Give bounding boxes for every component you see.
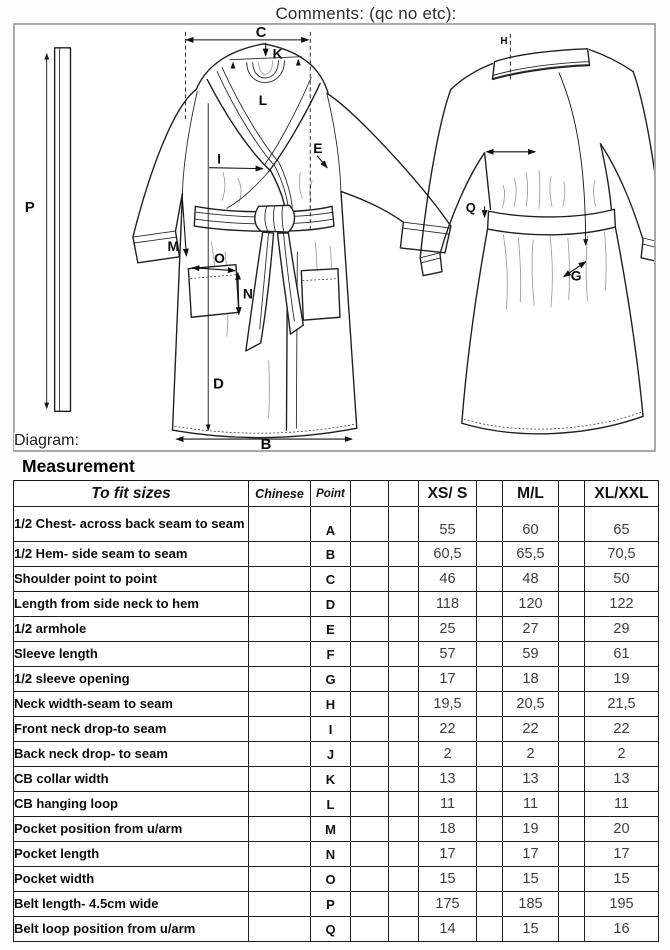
cell-blank bbox=[559, 692, 585, 717]
cell-label: Back neck drop- to seam bbox=[14, 742, 249, 767]
cell-label: 1/2 Hem- side seam to seam bbox=[14, 542, 249, 567]
cell-blank bbox=[351, 792, 389, 817]
cell-point: L bbox=[311, 792, 351, 817]
cell-m-l: 48 bbox=[503, 567, 559, 592]
cell-label: CB hanging loop bbox=[14, 792, 249, 817]
cell-blank bbox=[559, 542, 585, 567]
cell-blank bbox=[351, 567, 389, 592]
cell-blank bbox=[389, 592, 419, 617]
header-xl-xxl: XL/XXL bbox=[585, 481, 659, 507]
cell-chinese bbox=[249, 867, 311, 892]
cell-blank bbox=[389, 742, 419, 767]
table-row bbox=[14, 592, 659, 617]
table-row bbox=[14, 567, 659, 592]
cell-xs-s: 55 bbox=[419, 507, 477, 542]
cell-xl-xxl: 29 bbox=[585, 617, 659, 642]
cell-blank bbox=[477, 567, 503, 592]
cell-blank bbox=[477, 667, 503, 692]
cell-blank bbox=[559, 792, 585, 817]
table-row bbox=[14, 767, 659, 792]
cell-m-l: 19 bbox=[503, 817, 559, 842]
cell-blank bbox=[351, 742, 389, 767]
cell-point: J bbox=[311, 742, 351, 767]
cell-blank bbox=[477, 767, 503, 792]
header-blank bbox=[559, 481, 585, 507]
cell-point: G bbox=[311, 667, 351, 692]
measurement-heading: Measurement bbox=[22, 456, 135, 476]
cell-blank bbox=[477, 917, 503, 942]
cell-blank bbox=[477, 717, 503, 742]
cell-blank bbox=[351, 817, 389, 842]
cell-blank bbox=[389, 692, 419, 717]
cell-blank bbox=[559, 767, 585, 792]
cell-xs-s: 2 bbox=[419, 742, 477, 767]
cell-m-l: 20,5 bbox=[503, 692, 559, 717]
cell-m-l: 15 bbox=[503, 917, 559, 942]
cell-blank bbox=[477, 642, 503, 667]
cell-xl-xxl: 61 bbox=[585, 642, 659, 667]
cell-blank bbox=[559, 717, 585, 742]
cell-point: P bbox=[311, 892, 351, 917]
header-to-fit-sizes: To fit sizes bbox=[14, 481, 249, 507]
cell-blank bbox=[477, 507, 503, 542]
table-row bbox=[14, 742, 659, 767]
cell-chinese bbox=[249, 842, 311, 867]
table-row bbox=[14, 667, 659, 692]
point-label-c: C bbox=[255, 25, 267, 41]
cell-label: Belt loop position from u/arm bbox=[14, 917, 249, 942]
cell-blank bbox=[559, 892, 585, 917]
cell-chinese bbox=[249, 742, 311, 767]
cell-label: CB collar width bbox=[14, 767, 249, 792]
cell-blank bbox=[389, 642, 419, 667]
comments-header: Comments: (qc no etc): bbox=[275, 4, 457, 23]
cell-blank bbox=[351, 892, 389, 917]
point-label-m: M bbox=[167, 237, 180, 254]
cell-m-l: 17 bbox=[503, 842, 559, 867]
table-row bbox=[14, 507, 659, 542]
cell-point: H bbox=[311, 692, 351, 717]
cell-label: Sleeve length bbox=[14, 642, 249, 667]
cell-chinese bbox=[249, 892, 311, 917]
cell-chinese bbox=[249, 917, 311, 942]
point-label-g: G bbox=[570, 267, 582, 284]
cell-xs-s: 46 bbox=[419, 567, 477, 592]
header-blank bbox=[389, 481, 419, 507]
diagram-box bbox=[13, 23, 656, 452]
cell-xs-s: 19,5 bbox=[419, 692, 477, 717]
cell-xl-xxl: 195 bbox=[585, 892, 659, 917]
cell-xs-s: 18 bbox=[419, 817, 477, 842]
cell-blank bbox=[477, 617, 503, 642]
header-xs-s: XS/ S bbox=[419, 481, 477, 507]
cell-label: 1/2 armhole bbox=[14, 617, 249, 642]
cell-m-l: 59 bbox=[503, 642, 559, 667]
cell-blank bbox=[559, 817, 585, 842]
table-row bbox=[14, 617, 659, 642]
point-label-l: L bbox=[258, 92, 268, 109]
cell-xl-xxl: 19 bbox=[585, 667, 659, 692]
cell-blank bbox=[477, 817, 503, 842]
cell-blank bbox=[389, 842, 419, 867]
header-blank bbox=[351, 481, 389, 507]
belt-flat-bar bbox=[47, 48, 71, 412]
cell-m-l: 27 bbox=[503, 617, 559, 642]
cell-label: Shoulder point to point bbox=[14, 567, 249, 592]
cell-xs-s: 15 bbox=[419, 867, 477, 892]
cell-xs-s: 25 bbox=[419, 617, 477, 642]
table-row bbox=[14, 692, 659, 717]
cell-xl-xxl: 22 bbox=[585, 717, 659, 742]
cell-chinese bbox=[249, 767, 311, 792]
cell-xl-xxl: 13 bbox=[585, 767, 659, 792]
cell-xs-s: 175 bbox=[419, 892, 477, 917]
cell-blank bbox=[559, 867, 585, 892]
cell-m-l: 120 bbox=[503, 592, 559, 617]
diagram-section-label: Diagram: bbox=[14, 432, 82, 450]
cell-blank bbox=[477, 892, 503, 917]
cell-xl-xxl: 21,5 bbox=[585, 692, 659, 717]
table-row bbox=[14, 542, 659, 567]
cell-point: O bbox=[311, 867, 351, 892]
cell-blank bbox=[351, 507, 389, 542]
back-gathers bbox=[502, 171, 606, 310]
cell-chinese bbox=[249, 667, 311, 692]
cell-m-l: 15 bbox=[503, 867, 559, 892]
cell-blank bbox=[389, 792, 419, 817]
point-label-o: O bbox=[214, 249, 225, 266]
cell-xl-xxl: 2 bbox=[585, 742, 659, 767]
cell-xs-s: 13 bbox=[419, 767, 477, 792]
cell-blank bbox=[351, 917, 389, 942]
cell-blank bbox=[559, 617, 585, 642]
cell-m-l: 2 bbox=[503, 742, 559, 767]
cell-blank bbox=[351, 867, 389, 892]
cell-blank bbox=[477, 842, 503, 867]
cell-label: Belt length- 4.5cm wide bbox=[14, 892, 249, 917]
cell-xl-xxl: 65 bbox=[585, 507, 659, 542]
cell-blank bbox=[389, 917, 419, 942]
cell-label: Pocket position from u/arm bbox=[14, 817, 249, 842]
cell-blank bbox=[559, 667, 585, 692]
cell-chinese bbox=[249, 692, 311, 717]
cell-chinese bbox=[249, 567, 311, 592]
cell-xs-s: 17 bbox=[419, 667, 477, 692]
cell-chinese bbox=[249, 817, 311, 842]
cell-point: I bbox=[311, 717, 351, 742]
front-view bbox=[25, 25, 451, 450]
cell-m-l: 185 bbox=[503, 892, 559, 917]
cell-xl-xxl: 17 bbox=[585, 842, 659, 867]
cell-m-l: 13 bbox=[503, 767, 559, 792]
cell-m-l: 60 bbox=[503, 507, 559, 542]
cell-blank bbox=[351, 667, 389, 692]
cell-xs-s: 11 bbox=[419, 792, 477, 817]
cell-blank bbox=[559, 742, 585, 767]
cell-xs-s: 118 bbox=[419, 592, 477, 617]
cell-blank bbox=[389, 617, 419, 642]
cell-blank bbox=[351, 767, 389, 792]
cell-point: C bbox=[311, 567, 351, 592]
header-chinese: Chinese bbox=[249, 481, 311, 507]
cell-point: K bbox=[311, 767, 351, 792]
table-row bbox=[14, 892, 659, 917]
header-blank bbox=[477, 481, 503, 507]
table-row bbox=[14, 917, 659, 942]
point-label-e: E bbox=[313, 139, 323, 156]
cell-xs-s: 60,5 bbox=[419, 542, 477, 567]
header-point: Point bbox=[311, 481, 351, 507]
point-label-k: K bbox=[272, 45, 283, 62]
cell-blank bbox=[477, 792, 503, 817]
cell-point: A bbox=[311, 507, 351, 542]
cell-point: Q bbox=[311, 917, 351, 942]
cell-blank bbox=[477, 692, 503, 717]
cell-blank bbox=[559, 567, 585, 592]
cell-m-l: 18 bbox=[503, 667, 559, 692]
cell-m-l: 65,5 bbox=[503, 542, 559, 567]
table-row bbox=[14, 842, 659, 867]
cell-label: Front neck drop-to seam bbox=[14, 717, 249, 742]
point-label-n: N bbox=[242, 285, 253, 302]
cell-chinese bbox=[249, 592, 311, 617]
cell-xs-s: 14 bbox=[419, 917, 477, 942]
cell-point: M bbox=[311, 817, 351, 842]
cell-blank bbox=[351, 592, 389, 617]
cell-xl-xxl: 20 bbox=[585, 817, 659, 842]
cell-point: B bbox=[311, 542, 351, 567]
cell-blank bbox=[389, 767, 419, 792]
cell-xs-s: 57 bbox=[419, 642, 477, 667]
cell-m-l: 22 bbox=[503, 717, 559, 742]
table-header-row bbox=[14, 481, 659, 507]
robe-technical-drawing bbox=[15, 25, 654, 450]
point-label-p: P bbox=[24, 200, 35, 217]
point-label-d: D bbox=[213, 376, 224, 393]
cell-blank bbox=[389, 892, 419, 917]
cell-point: E bbox=[311, 617, 351, 642]
table-row bbox=[14, 792, 659, 817]
measurement-table bbox=[13, 480, 659, 942]
point-label-h: H bbox=[500, 35, 508, 47]
table-row bbox=[14, 867, 659, 892]
cell-label: 1/2 sleeve opening bbox=[14, 667, 249, 692]
cell-xl-xxl: 15 bbox=[585, 867, 659, 892]
cell-blank bbox=[389, 817, 419, 842]
cell-xl-xxl: 16 bbox=[585, 917, 659, 942]
back-view bbox=[420, 34, 654, 434]
cell-xl-xxl: 50 bbox=[585, 567, 659, 592]
cell-blank bbox=[559, 507, 585, 542]
cell-label: 1/2 Chest- across back seam to seam bbox=[14, 507, 249, 542]
cell-blank bbox=[559, 642, 585, 667]
cell-xs-s: 17 bbox=[419, 842, 477, 867]
point-label-i: I bbox=[217, 150, 221, 167]
cell-blank bbox=[477, 867, 503, 892]
cell-blank bbox=[351, 642, 389, 667]
cell-blank bbox=[351, 717, 389, 742]
cell-chinese bbox=[249, 792, 311, 817]
cell-chinese bbox=[249, 542, 311, 567]
point-label-b: B bbox=[260, 437, 272, 450]
point-label-q: Q bbox=[465, 200, 476, 216]
cell-blank bbox=[559, 592, 585, 617]
cell-point: D bbox=[311, 592, 351, 617]
cell-xl-xxl: 11 bbox=[585, 792, 659, 817]
cell-chinese bbox=[249, 617, 311, 642]
cell-point: N bbox=[311, 842, 351, 867]
cell-label: Length from side neck to hem bbox=[14, 592, 249, 617]
cell-blank bbox=[559, 917, 585, 942]
cell-chinese bbox=[249, 507, 311, 542]
cell-point: F bbox=[311, 642, 351, 667]
cell-blank bbox=[351, 617, 389, 642]
cell-xl-xxl: 70,5 bbox=[585, 542, 659, 567]
header-m-l: M/L bbox=[503, 481, 559, 507]
cell-xl-xxl: 122 bbox=[585, 592, 659, 617]
cell-blank bbox=[389, 567, 419, 592]
cell-blank bbox=[389, 667, 419, 692]
cell-chinese bbox=[249, 717, 311, 742]
table-row bbox=[14, 817, 659, 842]
cell-blank bbox=[351, 692, 389, 717]
cell-label: Neck width-seam to seam bbox=[14, 692, 249, 717]
cell-blank bbox=[477, 592, 503, 617]
cell-label: Pocket width bbox=[14, 867, 249, 892]
cell-blank bbox=[477, 742, 503, 767]
cell-chinese bbox=[249, 642, 311, 667]
table-row bbox=[14, 642, 659, 667]
cell-m-l: 11 bbox=[503, 792, 559, 817]
cell-blank bbox=[389, 507, 419, 542]
cell-blank bbox=[351, 842, 389, 867]
cell-blank bbox=[559, 842, 585, 867]
table-row bbox=[14, 717, 659, 742]
cell-blank bbox=[351, 542, 389, 567]
cell-label: Pocket length bbox=[14, 842, 249, 867]
cell-xs-s: 22 bbox=[419, 717, 477, 742]
cell-blank bbox=[389, 542, 419, 567]
cell-blank bbox=[389, 717, 419, 742]
measurement-table-body bbox=[14, 507, 659, 942]
cell-blank bbox=[477, 542, 503, 567]
cell-blank bbox=[389, 867, 419, 892]
